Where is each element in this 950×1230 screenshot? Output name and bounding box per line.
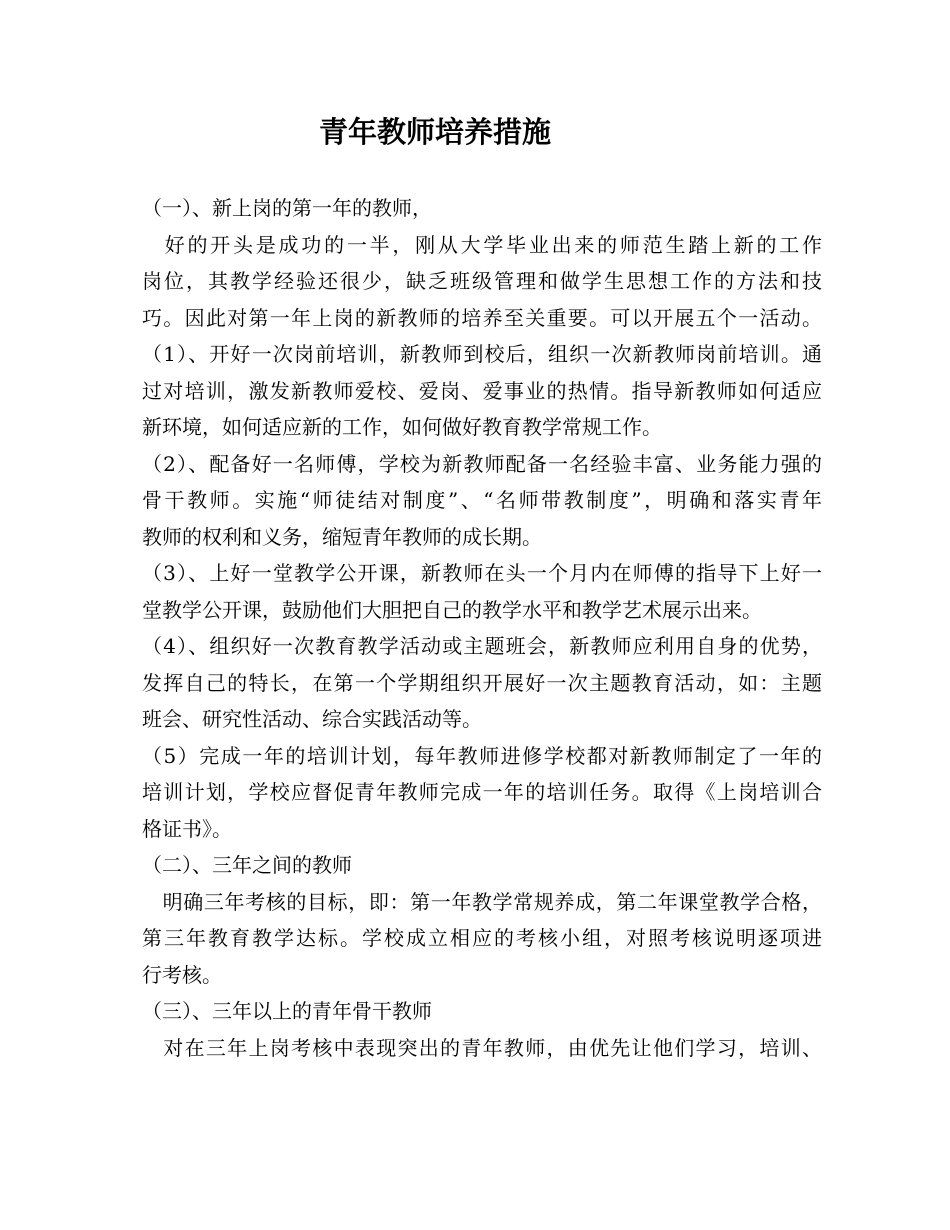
- paragraph-line: 培训计划，学校应督促青年教师完成一年的培训任务。取得《上岗培训合: [142, 780, 822, 804]
- paragraph-line: 明确三年考核的目标，即：第一年教学常规养成，第二年课堂教学合格，: [142, 889, 822, 914]
- list-item-1: （1）、开好一次岗前培训，新教师到校后，组织一次新教师岗前培训。通: [142, 342, 822, 366]
- list-item-4: （4）、组织好一次教育教学活动或主题班会，新教师应利用自身的优势，: [142, 634, 822, 658]
- paragraph-line: 巧。因此对第一年上岗的新教师的培养至关重要。可以开展五个一活动。: [142, 305, 822, 330]
- list-item-3: （3）、上好一堂教学公开课，新教师在头一个月内在师傅的指导下上好一: [142, 561, 822, 585]
- paragraph-line: 第三年教育教学达标。学校成立相应的考核小组，对照考核说明逐项进: [142, 926, 822, 950]
- paragraph-line: 班会、研究性活动、综合实践活动等。: [142, 707, 482, 731]
- paragraph-line: 岗位，其教学经验还很少，缺乏班级管理和做学生思想工作的方法和技: [142, 269, 822, 293]
- section-heading-2: （二）、三年之间的教师: [142, 853, 352, 877]
- paragraph-line: 堂教学公开课，鼓励他们大胆把自己的教学水平和教学艺术展示出来。: [142, 597, 762, 622]
- document-body: [142, 190, 822, 1066]
- list-item-5: （5）完成一年的培训计划，每年教师进修学校都对新教师制定了一年的: [142, 743, 822, 768]
- paragraph-line: 好的开头是成功的一半，刚从大学毕业出来的师范生踏上新的工作: [142, 232, 822, 257]
- paragraph-line: 骨干教师。实施“师徒结对制度”、“名师带教制度”，明确和落实青年: [142, 488, 822, 512]
- document-title: 青年教师培养措施: [318, 115, 551, 149]
- paragraph-line: 新环境，如何适应新的工作，如何做好教育教学常规工作。: [142, 415, 662, 439]
- paragraph-line: 过对培训，激发新教师爱校、爱岗、爱事业的热情。指导新教师如何适应: [142, 378, 822, 403]
- section-heading-1: （一）、新上岗的第一年的教师，: [142, 196, 432, 220]
- paragraph-line: 格证书》。: [142, 816, 232, 841]
- section-heading-3: （三）、三年以上的青年骨干教师: [142, 999, 432, 1023]
- paragraph-line: 行考核。: [142, 962, 222, 987]
- paragraph-line: 对在三年上岗考核中表现突出的青年教师，由优先让他们学习，培训、: [142, 1035, 822, 1060]
- list-item-2: （2）、配备好一名师傅，学校为新教师配备一名经验丰富、业务能力强的: [142, 451, 822, 476]
- paragraph-line: 教师的权利和义务，缩短青年教师的成长期。: [142, 524, 542, 549]
- paragraph-line: 发挥自己的特长，在第一个学期组织开展好一次主题教育活动，如：主题: [142, 670, 822, 695]
